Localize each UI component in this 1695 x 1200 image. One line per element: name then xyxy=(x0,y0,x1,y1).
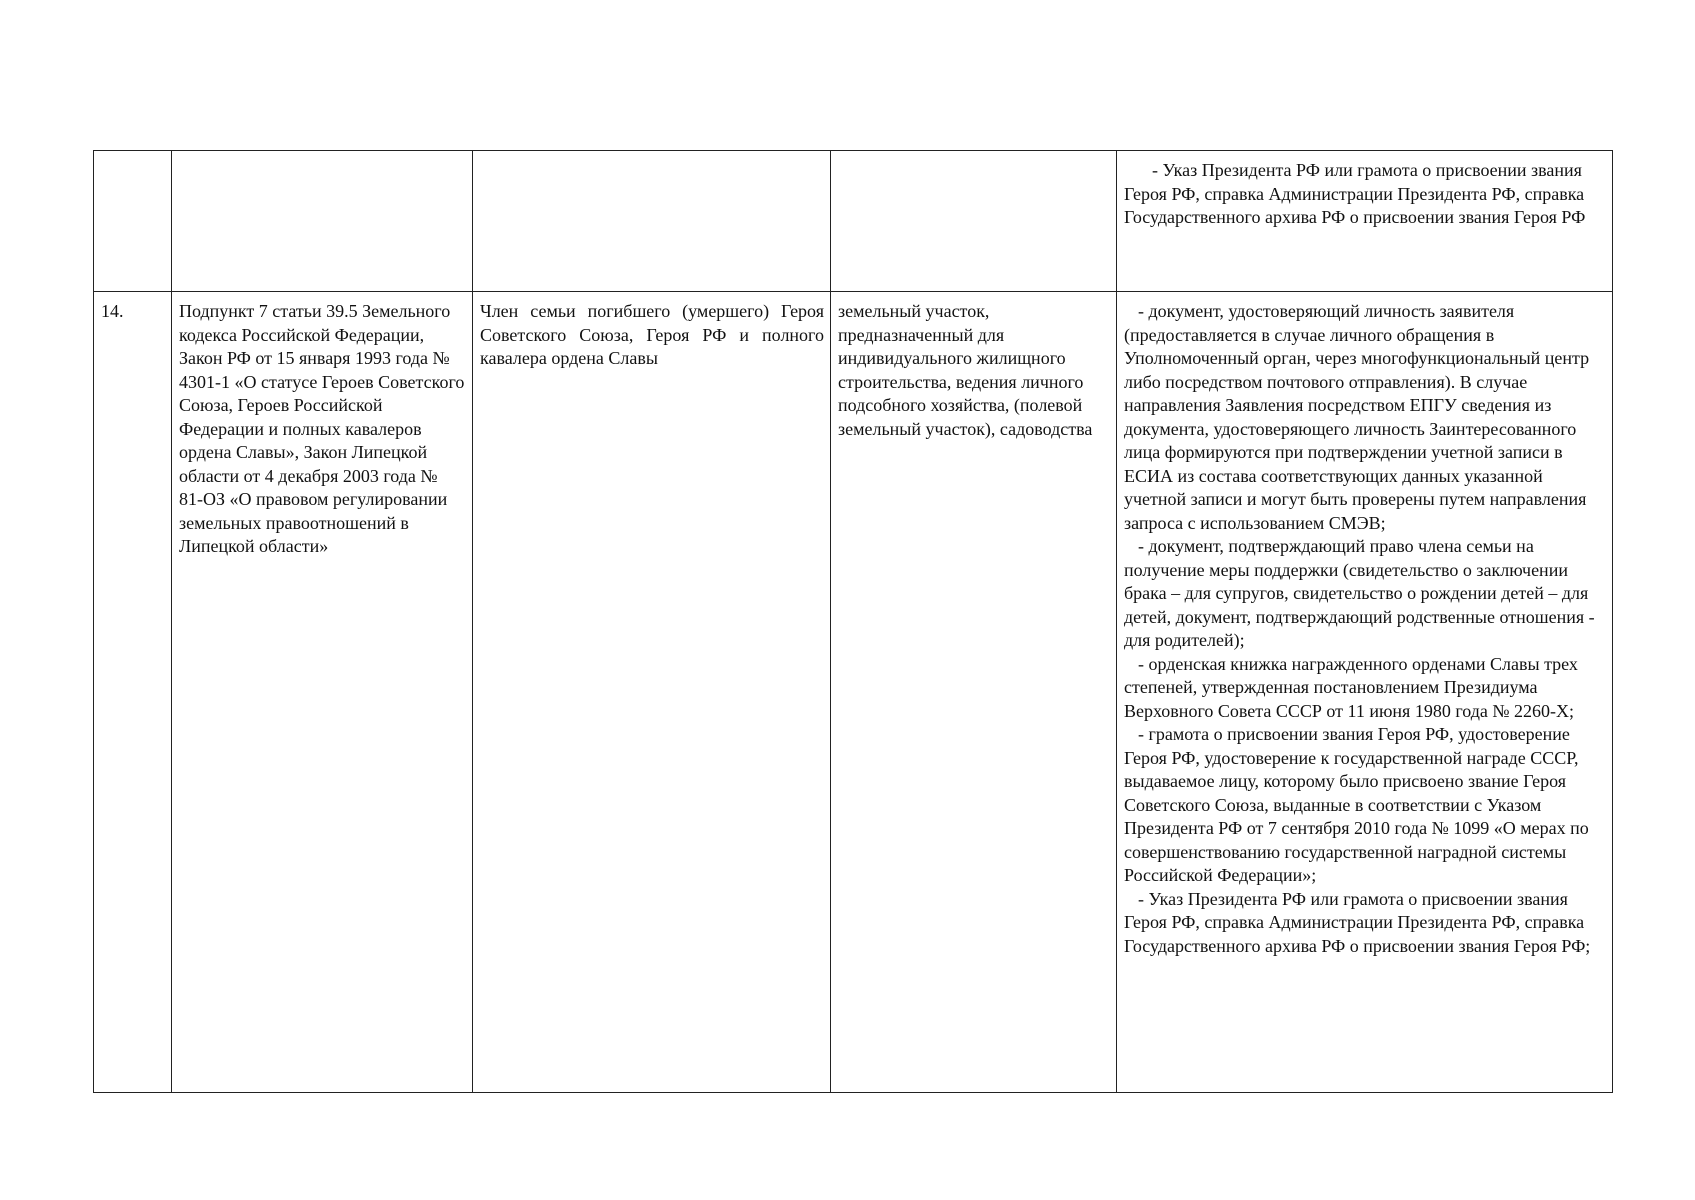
cell-number xyxy=(94,151,172,292)
cell-plot xyxy=(831,151,1117,292)
document-item: - Указ Президента РФ или грамота о присвоении звания Героя РФ, справка Администрации Президента РФ, справка Государственного архива РФ о присвоении звания Героя РФ; xyxy=(1124,888,1591,956)
document-item: - документ, подтверждающий право члена семьи на получение меры поддержки (свидетельство о заключении брака – для супругов, свидетельство о рождении детей – для детей, документ, подтверждающий родственные отношения - для родителей); xyxy=(1124,536,1595,650)
cell-documents xyxy=(1117,292,1613,1093)
cell-documents xyxy=(1117,151,1613,292)
document-item: - документ, удостоверяющий личность заявителя (предоставляется в случае личного обращения в Уполномоченный орган, через многофункциональный центр либо посредством почтового отправления). В случае направления Заявления посредством ЕПГУ сведения из документа, удостоверяющего личность Заинтересованного лица формируются при подтверждении учетной записи в ЕСИА из состава соответствующих данных указанной учетной записи и могут быть проверены путем направления запроса с использованием СМЭВ; xyxy=(1124,301,1590,533)
cell-plot: земельный участок, предназначенный для индивидуального жилищного строительства, ведения личного подсобного хозяйства, (полевой земельный участок), садоводства xyxy=(831,292,1117,1093)
cell-number: 14. xyxy=(94,292,172,1093)
document-item: - Указ Президента РФ или грамота о присвоении звания Героя РФ, справка Администрации Президента РФ, справка Государственного архива РФ о присвоении звания Героя РФ xyxy=(1124,160,1586,227)
cell-law: Подпункт 7 статьи 39.5 Земельного кодекса Российской Федерации, Закон РФ от 15 января 1993 года № 4301-1 «О статусе Героев Советского Союза, Героев Российской Федерации и полных кавалеров ордена Славы», Закон Липецкой области от 4 декабря 2003 года № 81-ОЗ «О правовом регулировании земельных правоотношений в Липецкой области» xyxy=(172,292,473,1093)
cell-category xyxy=(473,151,831,292)
table-row-continuation xyxy=(94,151,1613,292)
cell-law xyxy=(172,151,473,292)
document-item: - орденская книжка награжденного орденами Славы трех степеней, утвержденная постановлением Президиума Верховного Совета СССР от 11 июня 1980 года № 2260-Х; xyxy=(1124,653,1578,721)
document-item: - грамота о присвоении звания Героя РФ, удостоверение Героя РФ, удостоверение к государственной награде СССР, выдаваемое лицу, которому было присвоено звание Героя Советского Союза, выданные в соответствии с Указом Президента РФ от 7 сентября 2010 года № 1099 «О мерах по совершенствованию государственной наградной системы Российской Федерации»; xyxy=(1124,724,1589,885)
cell-category: Член семьи погибшего (умершего) Героя Советского Союза, Героя РФ и полного кавалера ордена Славы xyxy=(473,292,831,1093)
table-row-14 xyxy=(94,292,1613,1093)
benefits-table xyxy=(93,150,1613,1093)
